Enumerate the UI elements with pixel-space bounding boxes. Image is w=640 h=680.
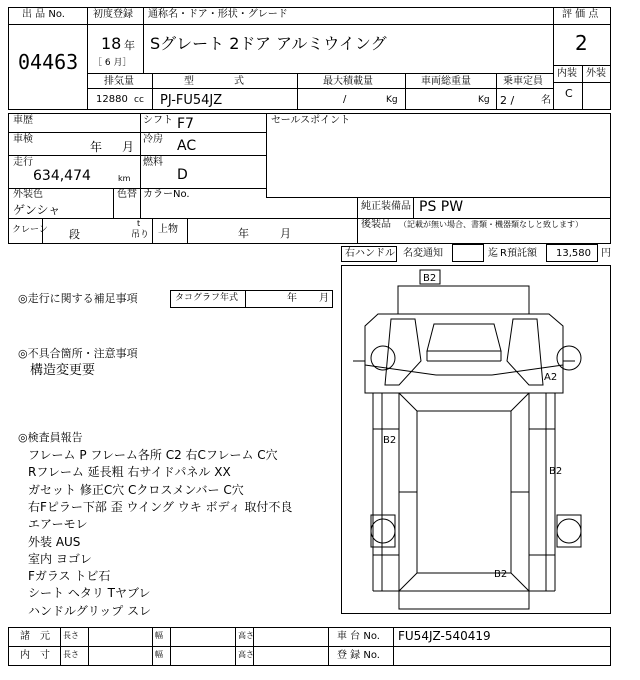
- displacement-label: 排気量: [104, 76, 134, 87]
- upper-body-label: 上物: [158, 224, 178, 235]
- tachograph-year-unit: 年: [287, 293, 297, 304]
- max-load-label: 最大積載量: [323, 76, 373, 87]
- rhd-label: 右ハンドル: [345, 248, 395, 259]
- recycle-amount: 13,580: [556, 248, 591, 259]
- inspection-month-unit: 月: [122, 140, 135, 154]
- max-load-value: /: [343, 94, 347, 105]
- defects-value: 構造変更要: [30, 363, 96, 378]
- inspection-label: 車検: [13, 134, 33, 145]
- crane-label: クレーン: [12, 225, 48, 235]
- year-unit: 年: [124, 39, 135, 52]
- height-label: 高さ: [238, 650, 254, 659]
- crane-stage-unit: 段: [69, 228, 80, 241]
- exterior-score-label: 外装: [586, 68, 606, 79]
- gross-weight-unit: Kg: [478, 95, 490, 105]
- inspection-year-unit: 年: [90, 140, 103, 154]
- damage-mark: B2: [423, 273, 437, 284]
- length-label: 長さ: [63, 631, 79, 640]
- lot-number: 04463: [18, 50, 79, 74]
- equipment-label: 純正装備品: [361, 201, 411, 212]
- sticker-label: 迄: [488, 248, 498, 259]
- mileage-value: 634,474: [33, 168, 91, 184]
- color-change-label: 色替: [117, 189, 137, 200]
- report-line: 外装 AUS: [28, 534, 81, 549]
- ac-value: AC: [177, 138, 197, 154]
- width-label: 幅: [155, 650, 163, 659]
- damage-mark: B2: [494, 569, 508, 580]
- report-line: 室内 ヨゴレ: [28, 551, 92, 566]
- equipment-value: PS PW: [419, 199, 464, 215]
- capacity-label: 乗車定員: [503, 76, 543, 87]
- chassis-number: FU54JZ-540419: [398, 629, 491, 643]
- report-line: エアーモレ: [28, 517, 88, 532]
- exterior-color-label: 外装色: [13, 189, 43, 200]
- mileage-label: 走行: [13, 157, 33, 168]
- interior-score: C: [565, 87, 573, 100]
- upper-body-month-unit: 月: [280, 227, 291, 240]
- recycle-unit: 円: [601, 248, 611, 259]
- height-label: 高さ: [238, 631, 254, 640]
- interior-score-label: 内装: [557, 68, 577, 79]
- fuel-label: 燃料: [143, 157, 163, 168]
- damage-mark: B2: [549, 466, 563, 477]
- damage-mark: A2: [544, 372, 558, 383]
- report-line: ガセット 修正C穴 Cクロスメンバー C穴: [28, 482, 244, 497]
- crane-ton-unit: t: [137, 219, 141, 228]
- score-value: 2: [575, 31, 588, 55]
- damage-mark: B2: [383, 435, 397, 446]
- width-label: 幅: [155, 631, 163, 640]
- shift-label: シフト: [143, 115, 173, 126]
- lot-label: 出 品 No.: [22, 9, 65, 20]
- exterior-color-value: ゲンシャ: [13, 203, 61, 217]
- meter-change-box: [452, 244, 484, 262]
- aftermarket-label: 後装品: [361, 219, 391, 230]
- truck-diagram: [341, 265, 611, 614]
- model-code-label: 型 式: [184, 76, 244, 87]
- history-label: 車歴: [13, 115, 33, 126]
- report-line: 右Fピラー下部 歪 ウイング ウキ ボディ 取付不良: [28, 499, 293, 514]
- length-label: 長さ: [63, 650, 79, 659]
- tachograph-label: タコグラフ年式: [175, 293, 239, 303]
- gross-weight-label: 車両総重量: [421, 76, 471, 87]
- interior-dimensions-label: 内 寸: [20, 650, 50, 661]
- model-name: Sグレート 2ドア アルミウイング: [150, 34, 387, 53]
- registration-year: 18: [101, 34, 122, 53]
- displacement-value: 12880: [96, 94, 128, 105]
- specs-label: 諸 元: [20, 631, 50, 642]
- ac-label: 冷房: [143, 134, 163, 145]
- chassis-number-label: 車 台 No.: [337, 631, 380, 642]
- upper-body-year-unit: 年: [238, 227, 249, 240]
- crane-hoist-unit: 吊り: [131, 230, 150, 240]
- capacity-value: 2 /: [500, 94, 515, 107]
- report-line: Fガラス トビ石: [28, 569, 111, 584]
- recycle-label: R預託額: [500, 248, 537, 259]
- inspector-report-label: ◎検査員報告: [18, 431, 83, 444]
- tachograph-month-unit: 月: [319, 293, 329, 304]
- defects-label: ◎不具合箇所・注意事項: [18, 347, 138, 360]
- report-line: シート ヘタリ Tヤブレ: [28, 586, 151, 601]
- model-name-label: 通称名・ドア・形状・グレード: [148, 9, 288, 20]
- color-number-label: カラーNo.: [143, 189, 190, 200]
- fuel-value: D: [177, 167, 188, 183]
- report-line: フレーム P フレーム各所 C2 右Cフレーム C穴: [28, 448, 278, 462]
- shift-value: F7: [177, 116, 194, 132]
- registration-number-label: 登 録 No.: [337, 650, 380, 661]
- first-registration-label: 初度登録: [93, 9, 133, 20]
- displacement-unit: cc: [134, 95, 144, 105]
- report-line: ハンドルグリップ スレ: [28, 603, 152, 618]
- registration-month: ［ 6 月］: [93, 58, 132, 68]
- mileage-unit: km: [118, 174, 131, 183]
- meter-change-label: 名変通知: [403, 248, 443, 259]
- model-code: PJ-FU54JZ: [160, 93, 223, 108]
- report-line: Rフレーム 延長粗 右サイドパネル XX: [28, 465, 231, 480]
- capacity-unit: 名: [541, 95, 551, 106]
- selling-points-label: セールスポイント: [271, 115, 351, 126]
- max-load-unit: Kg: [386, 95, 398, 105]
- driving-notes-label: ◎走行に関する補足事項: [18, 292, 138, 305]
- score-label: 評 価 点: [562, 9, 599, 20]
- aftermarket-note: （記載が無い場合、書類・機器類なしと致します）: [399, 220, 583, 229]
